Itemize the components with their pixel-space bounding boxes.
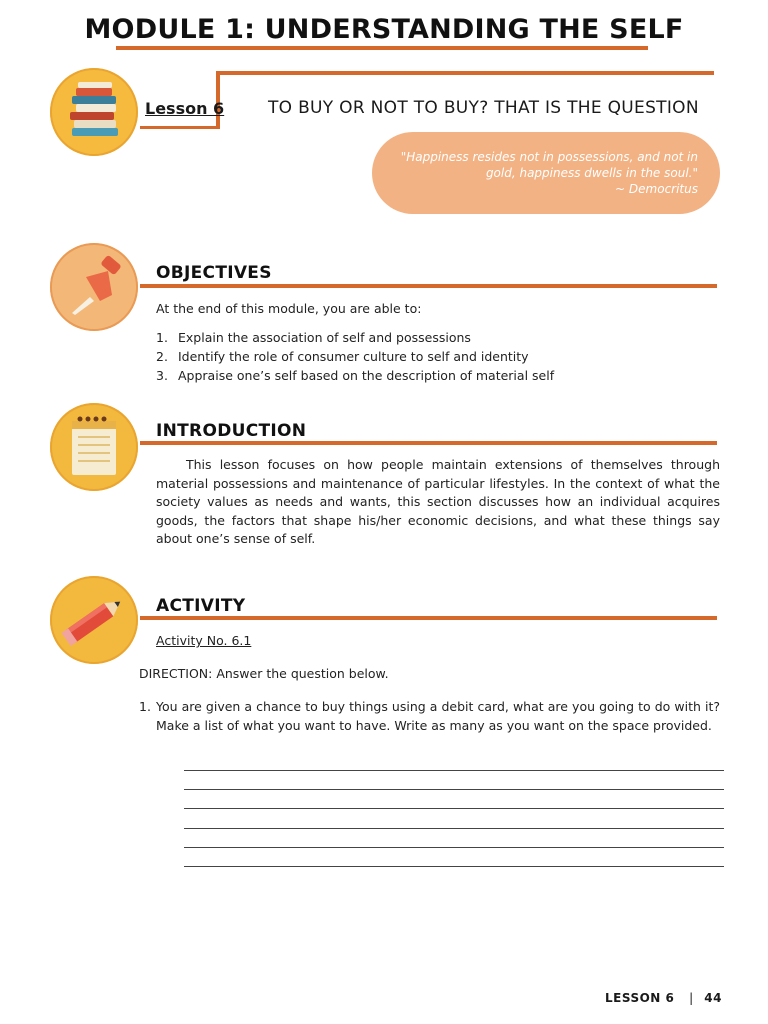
objectives-list [156,328,554,385]
activity-direction: DIRECTION: Answer the question below. [139,666,389,681]
activity-number: Activity No. 6.1 [156,633,252,648]
list-item: 1. Explain the association of self and possessions [156,330,471,345]
pencil-icon [50,576,138,664]
quote-bubble [372,132,720,214]
introduction-rule [140,441,717,445]
list-item: 2. Identify the role of consumer culture to self and identity [156,349,529,364]
objectives-rule [140,284,717,288]
answer-line[interactable] [184,789,724,790]
answer-line[interactable] [184,866,724,867]
quote-author: ~ Democritus [615,182,698,196]
introduction-body: This lesson focuses on how people maintain extensions of themselves through material possessions and maintenance of particular lifestyles. In the context of what the society values as needs and wants, this section discusses how an individual acquires goods, the factors that shape his/her economic decisions, and what these things say about one’s sense of self. [156,457,720,546]
question-number: 1. [139,699,151,714]
quote-line-1: "Happiness resides not in possessions, and not in [400,150,698,164]
activity-heading: ACTIVITY [156,596,246,616]
books-icon [50,68,138,156]
footer-lesson: LESSON 6 [605,991,675,1005]
lesson-label: Lesson 6 [145,99,225,118]
lesson-title: TO BUY OR NOT TO BUY? THAT IS THE QUESTION [268,98,699,118]
page-footer: LESSON 6 | 44 [605,991,722,1005]
activity-rule [140,616,717,620]
answer-line[interactable] [184,770,724,771]
objectives-heading: OBJECTIVES [156,263,272,283]
title-underline [116,46,648,50]
quote-line-2: gold, happiness dwells in the soul." [485,166,698,180]
module-title: MODULE 1: UNDERSTANDING THE SELF [84,14,684,45]
answer-line[interactable] [184,847,724,848]
notepad-icon [50,403,138,491]
activity-question: You are given a chance to buy things using a debit card, what are you going to do with it? Make a list of what you want to have. Write as many as you want on the space provided. [156,699,720,733]
answer-line[interactable] [184,828,724,829]
list-item: 3. Appraise one’s self based on the description of material self [156,368,555,383]
lesson-frame-bottom [140,126,220,129]
answer-line[interactable] [184,808,724,809]
pushpin-icon [50,243,138,331]
lesson-frame-top [216,71,714,75]
page-number: 44 [704,991,722,1005]
objectives-intro: At the end of this module, you are able to: [156,301,422,316]
introduction-heading: INTRODUCTION [156,421,307,441]
